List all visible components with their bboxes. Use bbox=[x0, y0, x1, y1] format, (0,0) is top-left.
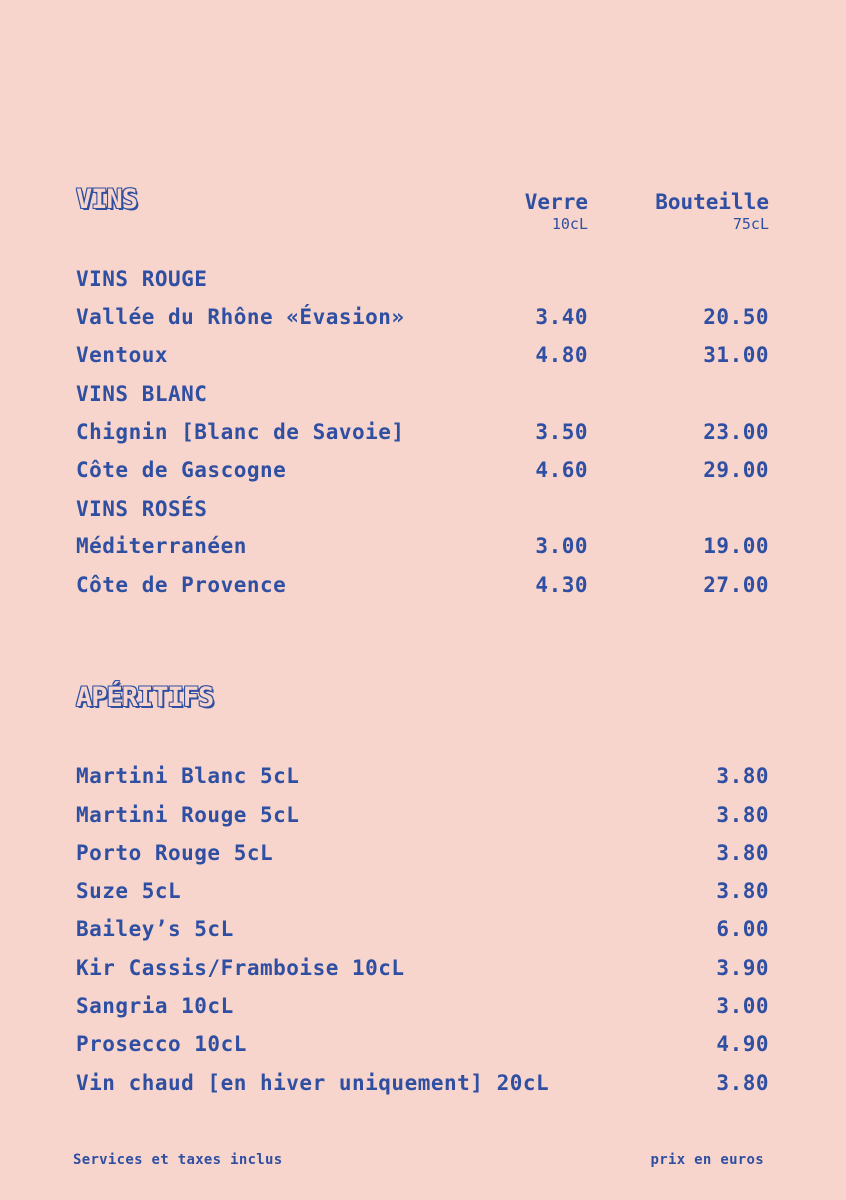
aperitif-price: 3.80 bbox=[716, 1071, 769, 1095]
aperitif-price: 3.80 bbox=[716, 879, 769, 903]
bottle-column-header bbox=[655, 192, 769, 232]
glass-price: 4.60 bbox=[535, 458, 588, 482]
aperitif-price: 3.80 bbox=[716, 803, 769, 827]
aperitif-row bbox=[76, 916, 769, 942]
glass-price: 3.00 bbox=[535, 534, 588, 558]
aperitif-row bbox=[76, 840, 769, 866]
wine-name: Ventoux bbox=[76, 343, 169, 367]
bottle-price: 23.00 bbox=[703, 420, 769, 444]
bottle-price: 27.00 bbox=[703, 573, 769, 597]
wine-row bbox=[76, 304, 769, 330]
category-label: VINS BLANC bbox=[76, 382, 208, 406]
aperitif-name: Martini Blanc 5cL bbox=[76, 764, 300, 788]
aperitif-name: Kir Cassis/Framboise 10cL bbox=[76, 956, 405, 980]
aperitif-row bbox=[76, 878, 769, 904]
footer-currency-note: prix en euros bbox=[650, 1152, 764, 1168]
aperitif-price: 3.90 bbox=[716, 956, 769, 980]
category-white-wines bbox=[76, 381, 769, 407]
wine-name: Méditerranéen bbox=[76, 534, 247, 558]
aperitif-row bbox=[76, 1070, 769, 1096]
aperitif-row bbox=[76, 955, 769, 981]
aperitif-row bbox=[76, 993, 769, 1019]
aperitif-price: 3.80 bbox=[716, 764, 769, 788]
aperitif-row bbox=[76, 763, 769, 789]
category-red-wines bbox=[76, 266, 769, 292]
bottle-price: 19.00 bbox=[703, 534, 769, 558]
aperitifs-section-title: APÉRITIFS bbox=[76, 682, 214, 713]
aperitif-name: Porto Rouge 5cL bbox=[76, 841, 274, 865]
aperitif-price: 4.90 bbox=[716, 1032, 769, 1056]
aperitif-price: 3.80 bbox=[716, 841, 769, 865]
wine-row bbox=[76, 419, 769, 445]
aperitif-name: Suze 5cL bbox=[76, 879, 182, 903]
category-label: VINS ROSÉS bbox=[76, 497, 208, 521]
glass-column-label: Verre bbox=[524, 190, 588, 214]
glass-column-header bbox=[525, 192, 588, 232]
wine-name: Chignin [Blanc de Savoie] bbox=[76, 420, 405, 444]
bottle-column-label: Bouteille bbox=[655, 190, 769, 214]
bottle-price: 20.50 bbox=[703, 305, 769, 329]
aperitif-name: Vin chaud [en hiver uniquement] 20cL bbox=[76, 1071, 550, 1095]
aperitif-name: Bailey’s 5cL bbox=[76, 917, 234, 941]
aperitif-price: 6.00 bbox=[716, 917, 769, 941]
category-rose-wines bbox=[76, 496, 769, 522]
wine-name: Côte de Gascogne bbox=[76, 458, 287, 482]
glass-price: 4.80 bbox=[535, 343, 588, 367]
glass-price: 3.50 bbox=[535, 420, 588, 444]
category-label: VINS ROUGE bbox=[76, 267, 208, 291]
aperitif-name: Martini Rouge 5cL bbox=[76, 803, 300, 827]
wine-row bbox=[76, 533, 769, 559]
wine-row bbox=[76, 457, 769, 483]
bottle-price: 29.00 bbox=[703, 458, 769, 482]
aperitif-name: Sangria 10cL bbox=[76, 994, 234, 1018]
footer-taxes-note: Services et taxes inclus bbox=[73, 1152, 283, 1168]
wine-row bbox=[76, 342, 769, 368]
bottle-column-unit: 75cL bbox=[732, 215, 769, 233]
glass-price: 4.30 bbox=[535, 573, 588, 597]
aperitif-name: Prosecco 10cL bbox=[76, 1032, 247, 1056]
wine-row bbox=[76, 572, 769, 598]
wine-name: Côte de Provence bbox=[76, 573, 287, 597]
aperitif-row bbox=[76, 1031, 769, 1057]
glass-column-unit: 10cL bbox=[551, 215, 588, 233]
aperitif-price: 3.00 bbox=[716, 994, 769, 1018]
aperitif-row bbox=[76, 802, 769, 828]
bottle-price: 31.00 bbox=[703, 343, 769, 367]
wines-section-title: VINS bbox=[76, 184, 138, 215]
wine-name: Vallée du Rhône «Évasion» bbox=[76, 305, 405, 329]
glass-price: 3.40 bbox=[535, 305, 588, 329]
